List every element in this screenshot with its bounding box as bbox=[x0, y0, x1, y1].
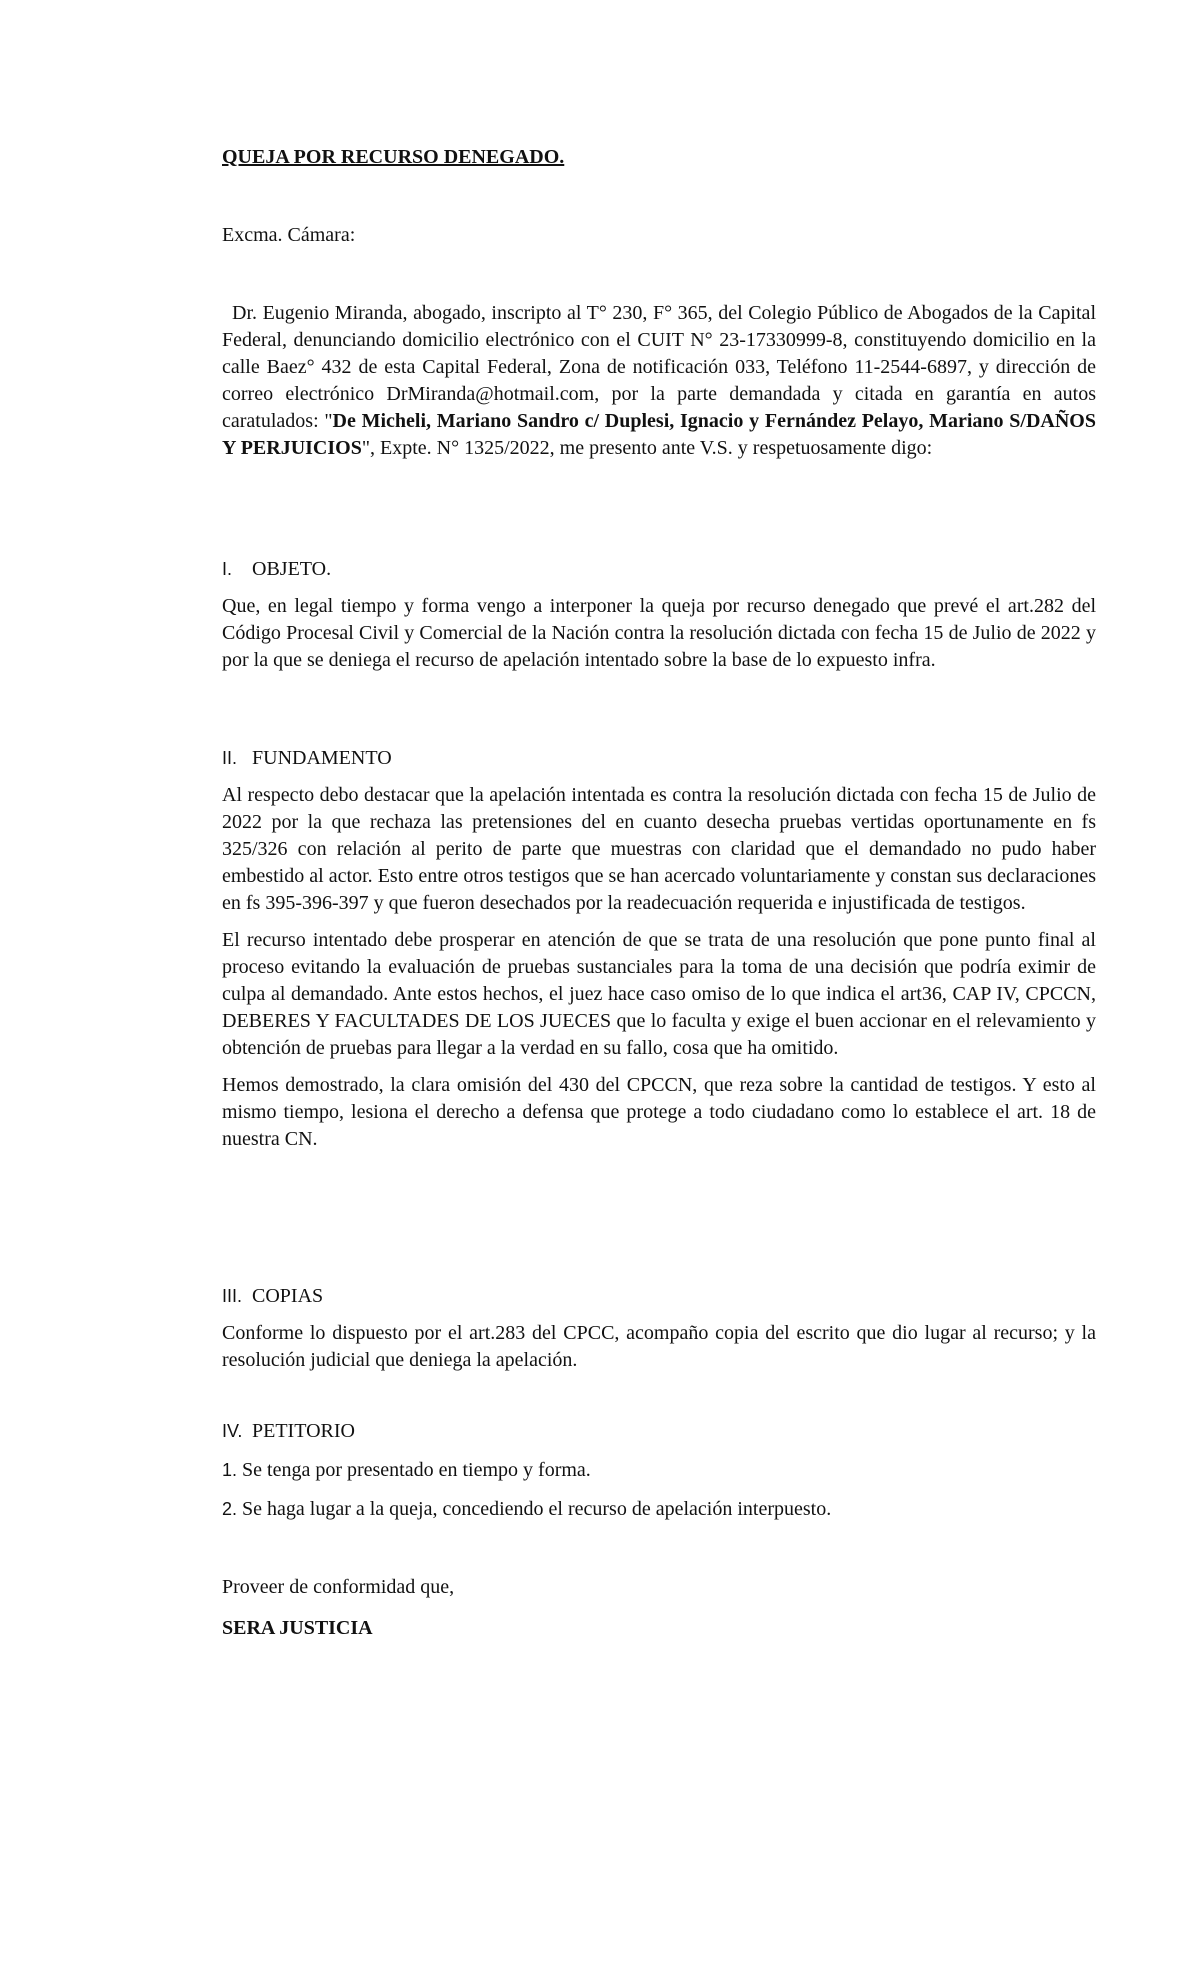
section-title: FUNDAMENTO bbox=[252, 747, 392, 769]
section-fundamento bbox=[222, 745, 1096, 1153]
section-heading-fundamento bbox=[222, 745, 1096, 772]
closing-text: Proveer de conformidad que, bbox=[222, 1576, 455, 1598]
section-number: I. bbox=[222, 559, 233, 579]
document-title: QUEJA POR RECURSO DENEGADO. bbox=[222, 146, 565, 168]
intro-paragraph bbox=[222, 300, 1096, 462]
salutation: Excma. Cámara: bbox=[222, 224, 356, 246]
section-title: PETITORIO bbox=[252, 1420, 355, 1442]
item-text: Se tenga por presentado en tiempo y forma. bbox=[242, 1459, 591, 1481]
section-petitorio bbox=[222, 1418, 1096, 1523]
section-heading-objeto bbox=[222, 556, 1096, 583]
intro-text-part2: ", Expte. N° 1325/2022, me presento ante V.S. y respetuosamente digo: bbox=[361, 437, 933, 459]
objeto-paragraph: Que, en legal tiempo y forma vengo a interponer la queja por recurso denegado que prevé el art.282 del Código Procesal Civil y Comercial de la Nación contra la resolución dictada con fecha 15 de Julio de 2022 y por la que se deniega el recurso de apelación intentado sobre la base de lo expuesto infra. bbox=[222, 595, 1096, 671]
section-objeto bbox=[222, 556, 1096, 674]
petitorio-item bbox=[222, 1457, 1096, 1484]
section-heading-copias bbox=[222, 1283, 1096, 1310]
petitorio-item bbox=[222, 1496, 1096, 1523]
section-title: OBJETO. bbox=[252, 558, 332, 580]
copias-paragraph: Conforme lo dispuesto por el art.283 del CPCC, acompaño copia del escrito que dio lugar al recurso; y la resolución judicial que deniega la apelación. bbox=[222, 1322, 1096, 1371]
section-number: III. bbox=[222, 1286, 243, 1306]
item-text: Se haga lugar a la queja, concediendo el recurso de apelación interpuesto. bbox=[242, 1498, 832, 1520]
item-number: 2. bbox=[222, 1499, 238, 1519]
intro-text-part1: Dr. Eugenio Miranda, abogado, inscripto al T° 230, F° 365, del Colegio Público de Abogados de la Capital Federal, denunciando domicilio electrónico con el CUIT N° 23-17330999-8, constituyendo domicilio en la calle Baez° 432 de esta Capital Federal, Zona de notificación 033, Teléfono 11-2544-6897, y dirección de correo electrónico DrMiranda@hotmail.com, por la parte demandada y citada en garantía en autos caratulados: " bbox=[222, 302, 1096, 432]
section-number: IV. bbox=[222, 1421, 243, 1441]
item-number: 1. bbox=[222, 1460, 238, 1480]
signature-text: SERA JUSTICIA bbox=[222, 1617, 373, 1639]
document-page bbox=[222, 0, 1096, 1976]
section-number: II. bbox=[222, 748, 238, 768]
section-copias bbox=[222, 1283, 1096, 1374]
fundamento-paragraph-2: El recurso intentado debe prosperar en atención de que se trata de una resolución que pone punto final al proceso evitando la evaluación de pruebas sustanciales para la toma de una decisión que podría eximir de culpa al demandado. Ante estos hechos, el juez hace caso omiso de lo que indica el art36, CAP IV, CPCCN, DEBERES Y FACULTADES DE LOS JUECES que lo faculta y exige el buen accionar en el relevamiento y obtención de pruebas para llegar a la verdad en su fallo, cosa que ha omitido. bbox=[222, 929, 1096, 1059]
section-heading-petitorio bbox=[222, 1418, 1096, 1445]
fundamento-paragraph-3: Hemos demostrado, la clara omisión del 430 del CPCCN, que reza sobre la cantidad de testigos. Y esto al mismo tiempo, lesiona el derecho a defensa que protege a todo ciudadano como lo establece el art. 18 de nuestra CN. bbox=[222, 1074, 1096, 1150]
section-title: COPIAS bbox=[252, 1285, 324, 1307]
fundamento-paragraph-1: Al respecto debo destacar que la apelación intentada es contra la resolución dictada con fecha 15 de Julio de 2022 por la que rechaza las pretensiones del en cuanto desecha pruebas vertidas oportunamente en fs 325/326 con relación al perito de parte que muestras con claridad que el demandado no pudo haber embestido al actor. Esto entre otros testigos que se han acercado voluntariamente y constan sus declaraciones en fs 395-396-397 y que fueron desechados por la readecuación requerida e injustificada de testigos. bbox=[222, 784, 1096, 914]
case-name: De Micheli, Mariano Sandro c/ Duplesi, Ignacio y Fernández Pelayo, Mariano S/DAÑOS Y PERJUICIOS bbox=[222, 410, 1096, 459]
